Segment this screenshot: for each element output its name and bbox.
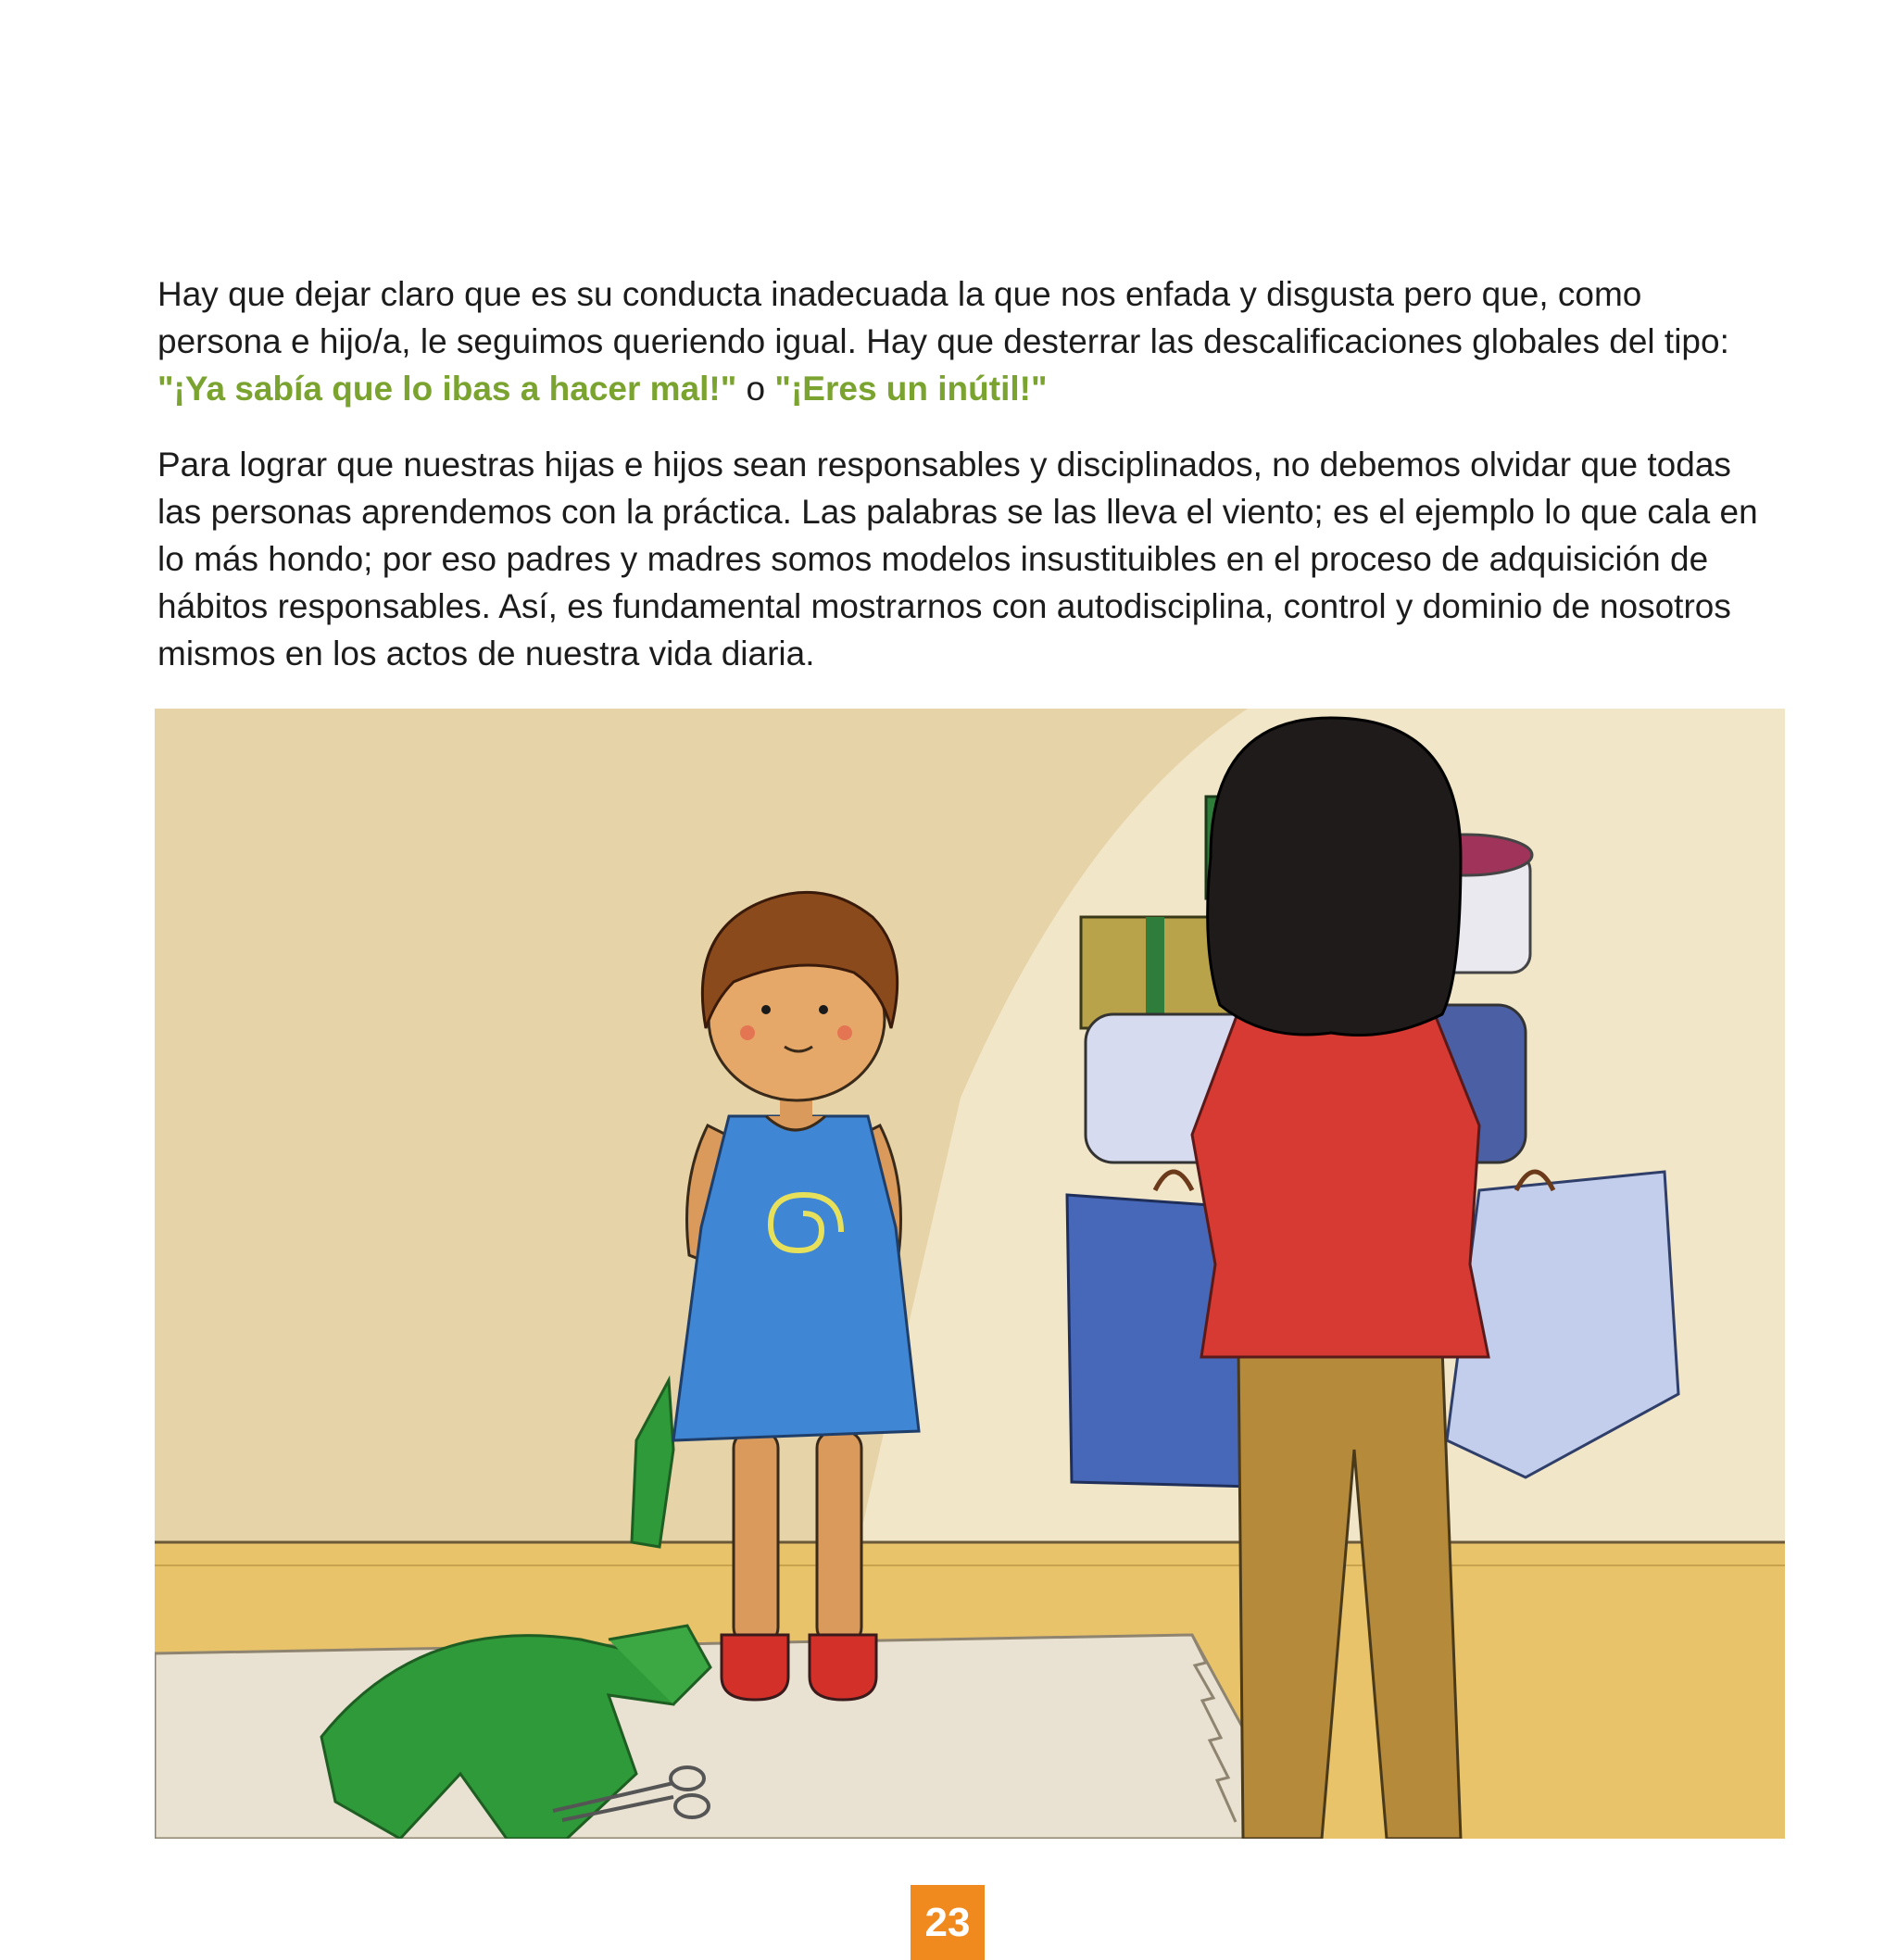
page-number-badge: 23 <box>911 1885 985 1960</box>
paragraph-1-text: Hay que dejar claro que es su conducta inadecuada la que nos enfada y disgusta pero que, como persona e hijo/a, le seguimos queriendo igual. Hay que desterrar las descalificaciones globales del tipo: <box>157 275 1729 360</box>
quote-1: "¡Ya sabía que lo ibas a hacer mal!" <box>157 370 737 408</box>
body-text <box>157 270 1760 706</box>
paragraph-1-connector: o <box>736 370 775 408</box>
paragraph-1 <box>157 270 1760 412</box>
quote-2: "¡Eres un inútil!" <box>774 370 1048 408</box>
illustration <box>155 709 1785 1839</box>
paragraph-2: Para lograr que nuestras hijas e hijos sean responsables y disciplinados, no debemos olvidar que todas las personas aprendemos con la práctica. Las palabras se las lleva el viento; es el ejemplo lo que cala en lo más hondo; por eso padres y madres somos modelos insustituibles en el proceso de adquisición de hábitos responsables. Así, es fundamental mostrarnos con autodisciplina, control y dominio de nosotros mismos en los actos de nuestra vida diaria. <box>157 446 1758 672</box>
